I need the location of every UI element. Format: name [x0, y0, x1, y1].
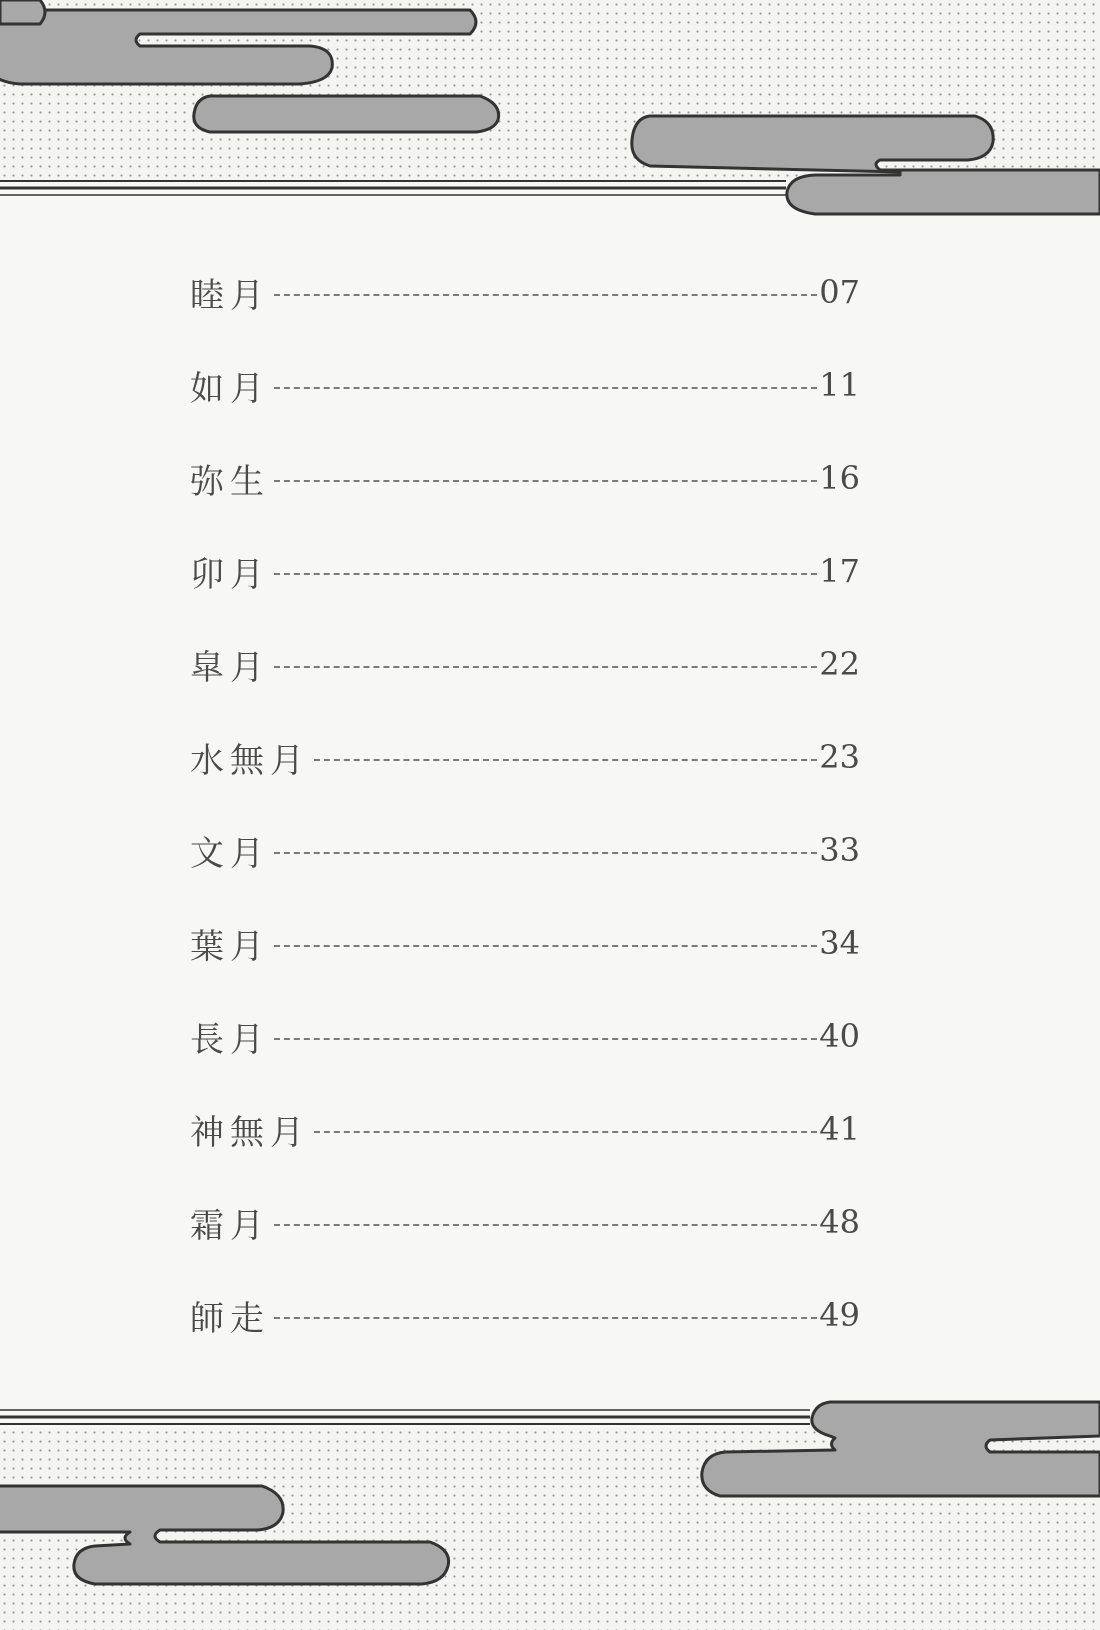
toc-entry[interactable]	[190, 268, 860, 316]
toc-entry-page: 33	[819, 831, 860, 869]
toc-entry[interactable]	[190, 640, 860, 688]
toc-entry[interactable]	[190, 1012, 860, 1060]
toc-entry-page: 17	[819, 552, 860, 590]
dotted-leader	[274, 294, 817, 296]
toc-entry-page: 40	[819, 1017, 860, 1055]
toc-entry-page: 48	[819, 1203, 860, 1241]
toc-entry-page: 07	[819, 273, 860, 311]
toc-entry-page: 22	[819, 645, 860, 683]
dotted-leader	[274, 1317, 817, 1319]
dotted-leader	[274, 387, 817, 389]
toc-entry-title: 皐月	[190, 647, 270, 688]
dotted-leader	[274, 1224, 817, 1226]
toc-entry-page: 11	[819, 366, 860, 404]
toc-entry-title: 文月	[190, 833, 270, 874]
toc-entry-page: 16	[819, 459, 860, 497]
toc-entry[interactable]	[190, 1291, 860, 1339]
dotted-leader	[274, 852, 817, 854]
toc-entry-title: 長月	[190, 1019, 270, 1060]
toc-entry[interactable]	[190, 919, 860, 967]
dotted-leader	[274, 573, 817, 575]
toc-entry[interactable]	[190, 454, 860, 502]
dotted-leader	[274, 480, 817, 482]
toc-entry-title: 如月	[190, 368, 270, 409]
dotted-leader	[274, 666, 817, 668]
toc-entry-title: 霜月	[190, 1205, 270, 1246]
dotted-leader	[274, 945, 817, 947]
toc-entry-title: 弥生	[190, 461, 270, 502]
toc-entry-title: 水無月	[190, 740, 310, 781]
toc-entry-title: 師走	[190, 1298, 270, 1339]
toc-entry[interactable]	[190, 361, 860, 409]
toc-entry-title: 睦月	[190, 275, 270, 316]
toc-entry-page: 49	[819, 1296, 860, 1334]
toc-entry[interactable]	[190, 826, 860, 874]
toc-entry[interactable]	[190, 1198, 860, 1246]
toc-entry[interactable]	[190, 1105, 860, 1153]
toc-entry[interactable]	[190, 733, 860, 781]
toc-entry-title: 卯月	[190, 554, 270, 595]
toc-entry-page: 23	[819, 738, 860, 776]
dotted-leader	[314, 1131, 817, 1133]
dotted-leader	[274, 1038, 817, 1040]
toc-entry-title: 葉月	[190, 926, 270, 967]
toc-entry-title: 神無月	[190, 1112, 310, 1153]
toc-entry-page: 41	[819, 1110, 860, 1148]
toc-entry-page: 34	[819, 924, 860, 962]
toc-entry[interactable]	[190, 547, 860, 595]
dotted-leader	[314, 759, 817, 761]
